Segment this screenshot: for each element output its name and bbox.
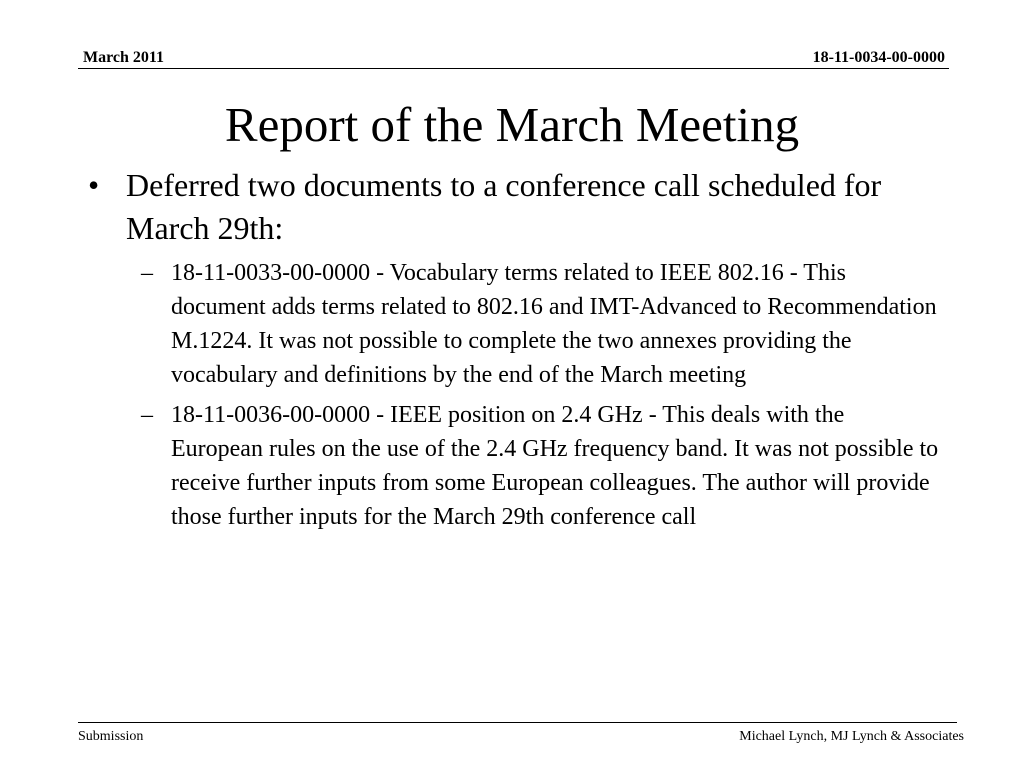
footer-divider (78, 722, 957, 723)
sub-bullet-item (141, 398, 941, 534)
bullet-icon: • (88, 167, 100, 203)
dash-icon: – (141, 260, 153, 286)
sub-bullet-item (141, 256, 941, 392)
header-divider (78, 68, 949, 69)
slide-title: Report of the March Meeting (224, 97, 800, 152)
footer-submission: Submission (78, 729, 144, 744)
header-date: March 2011 (83, 49, 165, 66)
slide-body (84, 164, 944, 540)
bullet-text: Deferred two documents to a conference call scheduled for March 29th: (126, 167, 882, 246)
header-doc-number: 18-11-0034-00-0000 (812, 49, 945, 66)
footer-author: Michael Lynch, MJ Lynch & Associates (739, 729, 964, 744)
dash-icon: – (141, 402, 153, 428)
sub-bullet-text: 18-11-0036-00-0000 - IEEE position on 2.4 GHz - This deals with the European rules on the use of the 2.4 GHz frequency band. It was not possible to receive further inputs from some European colleagues. The author will provide those further inputs for the March 29th conference call (171, 402, 939, 530)
sub-bullet-text: 18-11-0033-00-0000 - Vocabulary terms related to IEEE 802.16 - This document adds terms related to 802.16 and IMT-Advanced to Recommendation M.1224. It was not possible to complete the two annexes providing the vocabulary and definitions by the end of the March meeting (171, 260, 937, 388)
bullet-item (84, 164, 944, 250)
